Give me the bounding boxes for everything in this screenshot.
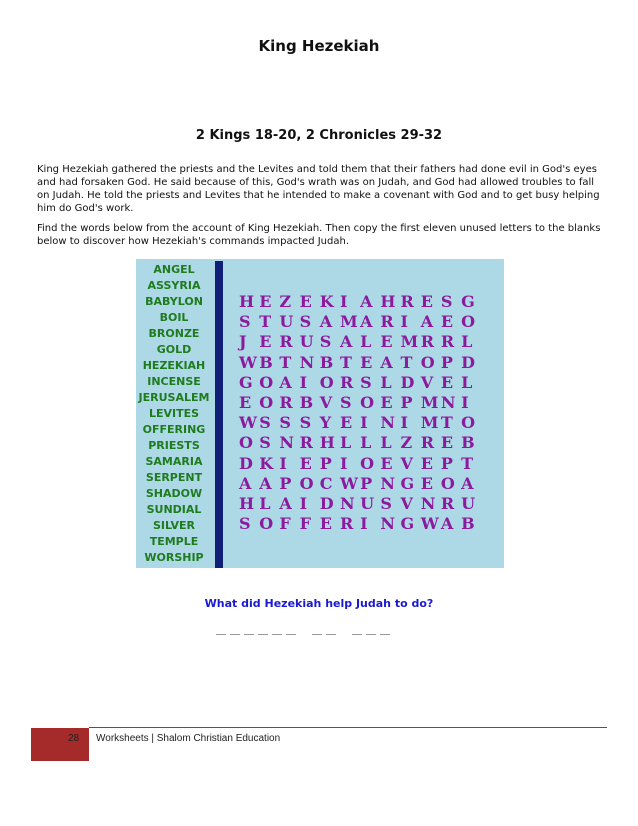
- grid-letter: S: [319, 332, 332, 352]
- grid-letter: V: [400, 453, 413, 473]
- grid-letter: L: [380, 372, 392, 392]
- grid-letter: E: [259, 332, 272, 352]
- grid-letter: B: [259, 352, 273, 372]
- answer-blank: [286, 624, 296, 635]
- grid-letter: G: [461, 292, 475, 311]
- grid-letter: E: [299, 453, 312, 473]
- grid-letter: J: [239, 332, 247, 352]
- grid-letter: W: [239, 352, 257, 372]
- grid-letter: R: [440, 493, 455, 513]
- grid-letter: S: [299, 413, 312, 433]
- grid-letter: V: [319, 392, 333, 412]
- grid-letter: R: [420, 433, 434, 453]
- grid-row: [239, 474, 481, 494]
- grid-letter: L: [380, 433, 392, 453]
- word-search-puzzle: [136, 259, 504, 568]
- answer-blank: [216, 624, 226, 635]
- grid-letter: A: [279, 372, 292, 392]
- grid-letter: I: [339, 292, 348, 311]
- grid-letter: S: [259, 433, 271, 453]
- grid-letter: I: [360, 413, 368, 433]
- grid-letter: H: [239, 493, 255, 513]
- grid-letter: B: [461, 514, 475, 534]
- scripture-reference: 2 Kings 18-20, 2 Chronicles 29-32: [195, 128, 443, 143]
- grid-letter: D: [461, 352, 475, 372]
- grid-letter: P: [360, 473, 373, 493]
- grid-letter: E: [380, 453, 393, 473]
- grid-letter: A: [440, 514, 454, 534]
- grid-row: [239, 494, 481, 514]
- grid-letter: O: [440, 473, 455, 493]
- grid-letter: I: [279, 453, 287, 473]
- grid-letter: N: [440, 392, 456, 412]
- grid-letter: H: [319, 433, 335, 453]
- grid-letter: W: [339, 473, 358, 493]
- grid-letter: L: [461, 332, 473, 352]
- grid-letter: Z: [279, 292, 292, 311]
- grid-letter: A: [339, 332, 353, 352]
- grid-letter: U: [461, 493, 476, 513]
- grid-letter: O: [259, 372, 274, 392]
- intro-paragraph: King Hezekiah gathered the priests and the Levites and told them that their fathers had done evil in God's eyes and had forsaken God. He said because of this, God's wrath was on Judah, and God had allowed troubles to fall on Judah. He told the priests and Levites that he intended to make a covenant with God and to get busy helping him do God's work.: [37, 164, 600, 214]
- answer-blank: [312, 624, 322, 635]
- grid-letter: S: [239, 514, 251, 534]
- grid-letter: A: [360, 292, 373, 311]
- grid-letter: N: [380, 413, 395, 433]
- grid-letter: A: [279, 493, 292, 513]
- grid-row: [239, 332, 481, 352]
- grid-letter: O: [239, 433, 253, 453]
- grid-letter: E: [380, 392, 393, 412]
- grid-letter: R: [440, 332, 455, 352]
- word-list-item: ANGEL: [153, 263, 195, 276]
- grid-letter: S: [339, 392, 352, 412]
- grid-letter: R: [339, 514, 354, 534]
- grid-letter: E: [299, 292, 312, 311]
- grid-letter: D: [400, 372, 415, 392]
- grid-letter: P: [440, 453, 453, 473]
- footer-rule: [89, 727, 607, 728]
- puzzle-question: What did Hezekiah help Judah to do?: [204, 597, 434, 610]
- grid-row: [239, 292, 481, 312]
- grid-letter: E: [239, 392, 252, 412]
- grid-letter: N: [339, 493, 355, 513]
- grid-letter: A: [319, 312, 333, 332]
- grid-letter: O: [360, 392, 375, 412]
- grid-letter: I: [360, 514, 368, 534]
- grid-letter: G: [400, 473, 415, 493]
- grid-letter: C: [319, 473, 333, 493]
- word-list-item: SILVER: [152, 519, 195, 532]
- grid-letter: O: [461, 413, 475, 433]
- grid-letter: M: [400, 332, 419, 352]
- answer-blank: [366, 624, 376, 635]
- grid-letter: A: [259, 473, 272, 493]
- word-list-item: ASSYRIA: [147, 279, 201, 292]
- grid-letter: O: [319, 372, 334, 392]
- grid-letter: R: [339, 372, 354, 392]
- word-list-item: TEMPLE: [149, 535, 199, 548]
- grid-letter: A: [380, 352, 393, 372]
- grid-letter: D: [239, 453, 253, 473]
- grid-letter: N: [299, 352, 315, 372]
- answer-blank: [352, 624, 362, 635]
- grid-letter: H: [380, 292, 396, 311]
- grid-letter: E: [360, 352, 373, 372]
- grid-letter: O: [360, 453, 375, 473]
- word-list-item: OFFERING: [142, 423, 206, 436]
- grid-letter: R: [279, 392, 293, 412]
- grid-letter: L: [259, 493, 271, 513]
- grid-letter: R: [420, 332, 434, 352]
- word-list-item: BOIL: [159, 311, 189, 324]
- grid-letter: E: [339, 413, 353, 433]
- grid-letter: Z: [400, 433, 413, 453]
- grid-letter: E: [380, 332, 393, 352]
- grid-letter: T: [259, 312, 272, 332]
- footer-accent-box: [31, 728, 89, 761]
- grid-letter: B: [461, 433, 475, 453]
- letter-grid: [239, 292, 481, 534]
- grid-letter: E: [319, 514, 332, 534]
- grid-row: [239, 454, 481, 474]
- answer-blank: [230, 624, 240, 635]
- puzzle-divider: [215, 261, 223, 568]
- grid-letter: E: [440, 312, 454, 332]
- grid-letter: I: [400, 413, 408, 433]
- grid-letter: E: [420, 292, 433, 311]
- grid-letter: N: [420, 493, 436, 513]
- grid-letter: T: [339, 352, 352, 372]
- grid-letter: Y: [319, 413, 332, 433]
- grid-letter: M: [420, 392, 439, 412]
- grid-row: [239, 413, 481, 433]
- word-list-item: SUNDIAL: [146, 503, 202, 516]
- grid-letter: O: [461, 312, 475, 332]
- grid-letter: U: [299, 332, 314, 352]
- grid-letter: R: [299, 433, 313, 453]
- grid-letter: D: [319, 493, 334, 513]
- grid-letter: F: [279, 514, 291, 534]
- grid-letter: E: [259, 292, 272, 311]
- grid-row: [239, 393, 481, 413]
- grid-letter: O: [299, 473, 314, 493]
- grid-letter: B: [319, 352, 334, 372]
- grid-letter: R: [400, 292, 414, 311]
- grid-letter: M: [420, 413, 439, 433]
- grid-row: [239, 353, 481, 373]
- word-list: [136, 262, 212, 566]
- grid-letter: W: [239, 413, 257, 433]
- word-list-item: BABYLON: [145, 295, 203, 308]
- grid-letter: I: [339, 453, 348, 473]
- grid-letter: N: [279, 433, 294, 453]
- word-list-item: SHADOW: [145, 487, 203, 500]
- grid-row: [239, 433, 481, 453]
- grid-letter: S: [259, 413, 271, 433]
- word-list-item: JERUSALEM: [138, 391, 210, 404]
- grid-letter: S: [380, 493, 392, 513]
- footer-text: Worksheets | Shalom Christian Education: [96, 733, 281, 744]
- word-list-item: SERPENT: [145, 471, 203, 484]
- word-list-item: HEZEKIAH: [142, 359, 206, 372]
- grid-letter: M: [339, 312, 358, 332]
- grid-letter: S: [279, 413, 291, 433]
- answer-blank: [272, 624, 282, 635]
- grid-letter: S: [239, 312, 251, 332]
- word-list-item: LEVITES: [148, 407, 200, 420]
- grid-letter: N: [380, 514, 395, 534]
- grid-letter: O: [259, 514, 274, 534]
- grid-letter: E: [440, 433, 454, 453]
- grid-letter: I: [400, 312, 408, 332]
- word-list-item: BRONZE: [148, 327, 200, 340]
- grid-letter: R: [279, 332, 293, 352]
- grid-letter: A: [420, 312, 434, 332]
- grid-letter: E: [440, 372, 454, 392]
- grid-letter: V: [420, 372, 434, 392]
- grid-letter: G: [400, 514, 415, 534]
- word-list-item: PRIESTS: [148, 439, 200, 452]
- grid-letter: S: [299, 312, 312, 332]
- grid-letter: B: [299, 392, 314, 412]
- grid-letter: G: [239, 372, 253, 392]
- grid-letter: E: [420, 453, 433, 473]
- grid-letter: T: [400, 352, 413, 372]
- grid-letter: F: [299, 514, 311, 534]
- grid-letter: O: [420, 352, 435, 372]
- grid-letter: I: [461, 392, 469, 412]
- answer-blank: [244, 624, 254, 635]
- grid-letter: P: [319, 453, 332, 473]
- grid-letter: H: [239, 292, 255, 311]
- word-list-item: SAMARIA: [145, 455, 203, 468]
- grid-letter: A: [239, 473, 252, 493]
- grid-letter: E: [420, 473, 433, 493]
- grid-letter: I: [299, 372, 308, 392]
- answer-blank: [326, 624, 336, 635]
- grid-letter: O: [259, 392, 274, 412]
- grid-letter: S: [360, 372, 372, 392]
- grid-letter: T: [279, 352, 292, 372]
- grid-letter: T: [461, 453, 473, 473]
- grid-letter: T: [440, 413, 453, 433]
- answer-blank: [380, 624, 390, 635]
- grid-letter: A: [461, 473, 474, 493]
- grid-letter: L: [360, 332, 372, 352]
- grid-row: [239, 373, 481, 393]
- word-list-item: INCENSE: [147, 375, 201, 388]
- word-list-item: GOLD: [156, 343, 192, 356]
- grid-letter: A: [360, 312, 373, 332]
- grid-letter: N: [380, 473, 395, 493]
- grid-letter: W: [420, 514, 439, 534]
- word-list-item: WORSHIP: [144, 551, 204, 564]
- grid-letter: U: [279, 312, 294, 332]
- grid-row: [239, 312, 481, 332]
- grid-letter: K: [259, 453, 274, 473]
- page-title: King Hezekiah: [258, 37, 380, 55]
- grid-letter: P: [400, 392, 413, 412]
- page-number: 28: [68, 733, 80, 744]
- grid-letter: P: [279, 473, 292, 493]
- grid-letter: U: [360, 493, 375, 513]
- answer-blank: [258, 624, 268, 635]
- answer-blanks: [216, 624, 394, 638]
- grid-letter: P: [440, 352, 453, 372]
- instructions-paragraph: Find the words below from the account of King Hezekiah. Then copy the first eleven unused letters to the blanks below to discover how Hezekiah's commands impacted Judah.: [37, 223, 601, 247]
- grid-letter: I: [299, 493, 308, 513]
- grid-letter: L: [461, 372, 473, 392]
- grid-letter: K: [319, 292, 334, 311]
- grid-letter: L: [360, 433, 372, 453]
- grid-row: [239, 514, 481, 534]
- grid-letter: S: [440, 292, 453, 311]
- grid-letter: V: [400, 493, 413, 513]
- grid-letter: R: [380, 312, 394, 332]
- grid-letter: L: [339, 433, 352, 453]
